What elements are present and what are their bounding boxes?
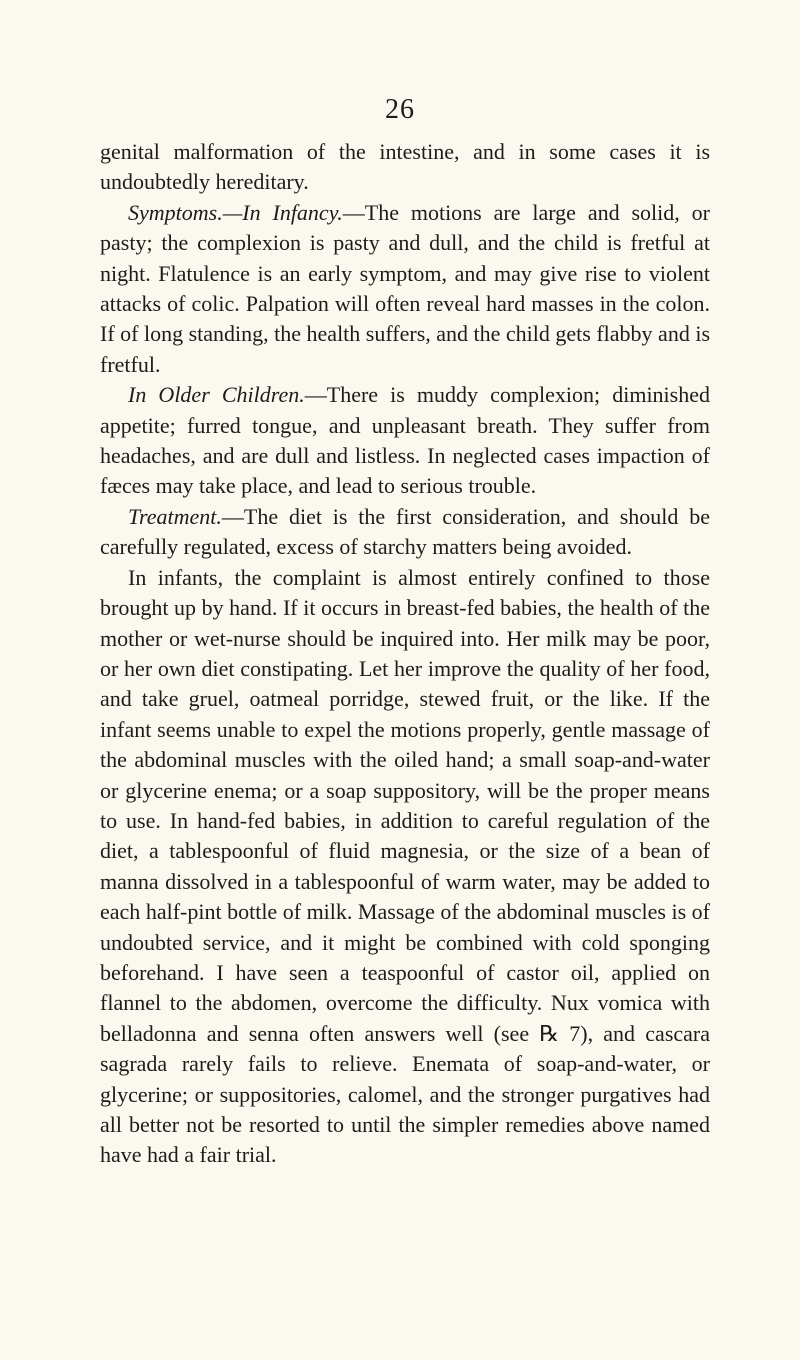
paragraph-symptoms-infancy (100, 198, 710, 380)
paragraph-intro: genital malformation of the intestine, and in some cases it is undoubtedly hereditary. (100, 139, 710, 195)
heading-symptoms-infancy: Symptoms.—In Infancy. (128, 199, 343, 225)
heading-older-children: In Older Children. (128, 382, 305, 408)
text-treatment: —The diet is the first consideration, and should be carefully regulated, excess of starchy matters being avoided. (100, 503, 710, 560)
page-number: 26 (385, 94, 415, 125)
body-text (100, 137, 710, 1171)
paragraph-treatment (100, 502, 710, 563)
paragraph-older-children (100, 380, 710, 502)
text-symptoms-infancy: —The motions are large and solid, or pasty; the complexion is pasty and dull, and the child is fretful at night. Flatulence is an early symptom, and may give rise to violent attacks of colic. Palpation will often reveal hard masses in the colon. If of long standing, the health suffers, and the child gets flabby and is fretful. (100, 199, 710, 377)
heading-treatment: Treatment. (128, 503, 222, 529)
text-older-children: —There is muddy complexion; diminished appetite; furred tongue, and unpleasant breath. They suffer from headaches, and are dull and listless. In neglected cases impaction of fæces may take place, and lead to serious trouble. (100, 382, 710, 499)
paragraph-infants: In infants, the complaint is almost entirely confined to those brought up by hand. If it occurs in breast-fed babies, the health of the mother or wet-nurse should be inquired into. Her milk may be poor, or her own diet constipating. Let her improve the quality of her food, and take gruel, oatmeal porridge, stewed fruit, or the like. If the infant seems unable to expel the motions properly, gentle massage of the abdominal muscles with the oiled hand; a small soap-and-water or glycerine enema; or a soap suppository, will be the proper means to use. In hand-fed babies, in addition to careful regulation of the diet, a tablespoonful of fluid magnesia, or the size of a bean of manna dissolved in a tablespoonful of warm water, may be added to each half-pint bottle of milk. Massage of the abdominal muscles is of undoubted service, and it might be combined with cold sponging beforehand. I have seen a teaspoonful of castor oil, applied on flannel to the abdomen, overcome the difficulty. Nux vomica with belladonna and senna often answers well (see ℞ 7), and cascara sagrada rarely fails to relieve. Enemata of soap-and-water, or glycerine; or suppositories, calomel, and the stronger purgatives had all better not be resorted to until the simpler remedies above named have had a fair trial. (100, 564, 710, 1168)
